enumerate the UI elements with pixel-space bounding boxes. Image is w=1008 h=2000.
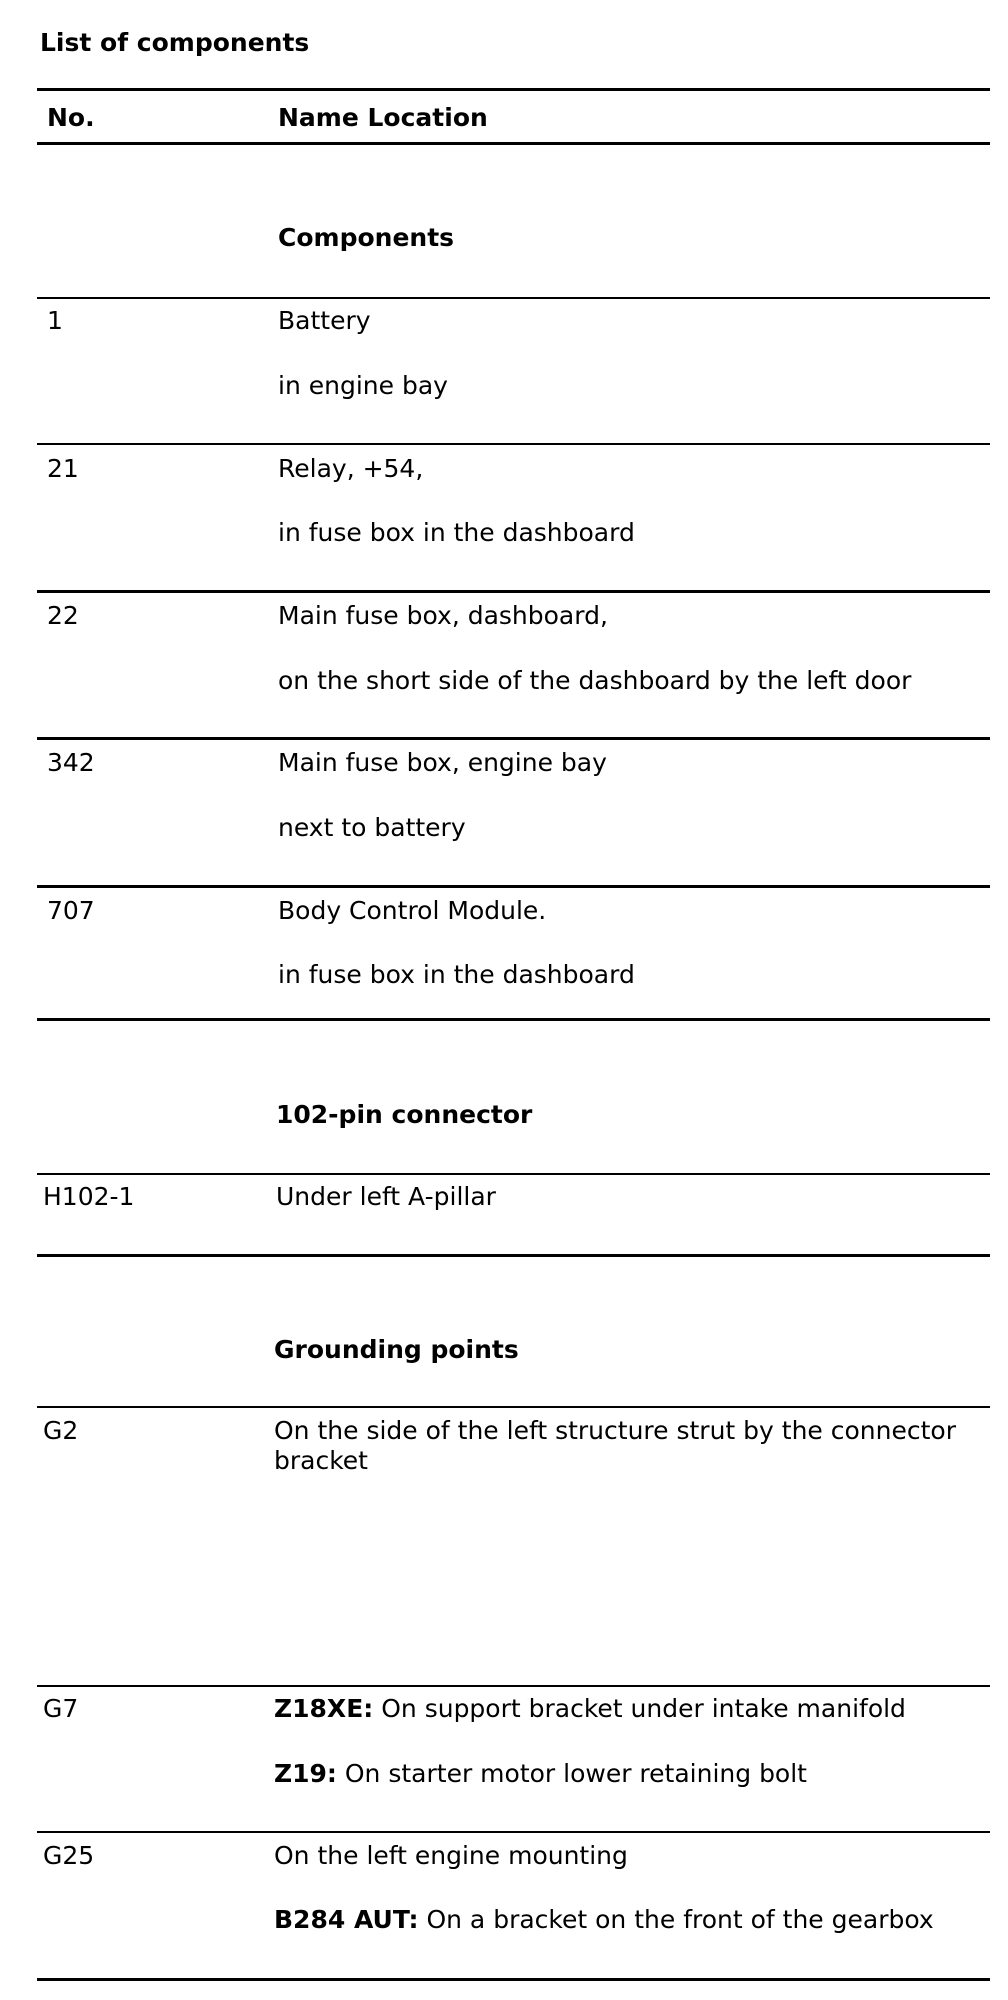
grounding-detail: On support bracket under intake manifold: [373, 1694, 906, 1723]
section-title-grounding: Grounding points: [274, 1335, 519, 1364]
component-location: in engine bay: [278, 371, 448, 400]
row-divider: [37, 885, 990, 888]
component-location: on the short side of the dashboard by the left door: [278, 666, 912, 695]
component-location: in fuse box in the dashboard: [278, 518, 635, 547]
grounding-location-line1: On the left engine mounting: [274, 1841, 628, 1870]
header-top-rule: [37, 88, 990, 91]
row-divider: [37, 1685, 990, 1687]
column-header-no: No.: [47, 103, 95, 132]
engine-code-label: B284 AUT:: [274, 1905, 419, 1934]
section-title-connector: 102-pin connector: [276, 1100, 533, 1129]
row-divider: [37, 737, 990, 740]
column-header-name-location: Name Location: [278, 103, 488, 132]
grounding-detail: On starter motor lower retaining bolt: [336, 1759, 807, 1788]
component-no: 342: [47, 748, 95, 777]
section-end-rule: [37, 1018, 990, 1021]
grounding-location: On the side of the left structure strut by the connector bracket: [274, 1416, 956, 1475]
header-bottom-rule: [37, 142, 990, 145]
page-title: List of components: [40, 28, 310, 57]
component-location: next to battery: [278, 813, 466, 842]
component-no: 1: [47, 306, 63, 335]
row-divider: [37, 1831, 990, 1833]
row-divider: [37, 443, 990, 445]
component-no: 707: [47, 896, 95, 925]
row-divider: [37, 590, 990, 593]
component-name: Body Control Module.: [278, 896, 547, 925]
grounding-location-line2: [274, 1905, 934, 1935]
component-location: in fuse box in the dashboard: [278, 960, 635, 989]
row-divider: [37, 1406, 990, 1408]
component-no: 21: [47, 454, 79, 483]
grounding-no: G7: [43, 1694, 79, 1723]
section-end-rule: [37, 1254, 990, 1257]
engine-code-label: Z19:: [274, 1759, 337, 1788]
connector-location: Under left A-pillar: [276, 1182, 496, 1211]
grounding-detail: On a bracket on the front of the gearbox: [418, 1905, 934, 1934]
component-name: Battery: [278, 306, 371, 335]
row-divider: [37, 1173, 990, 1175]
engine-code-label: Z18XE:: [274, 1694, 374, 1723]
grounding-location-line2: [274, 1759, 807, 1789]
section-title-components: Components: [278, 223, 455, 252]
grounding-location-line1: [274, 1694, 906, 1724]
grounding-no: G25: [43, 1841, 95, 1870]
grounding-no: G2: [43, 1416, 79, 1445]
component-name: Main fuse box, engine bay: [278, 748, 607, 777]
connector-no: H102-1: [43, 1182, 135, 1211]
table-end-rule: [37, 1978, 990, 1981]
component-name: Relay, +54,: [278, 454, 424, 483]
component-no: 22: [47, 601, 79, 630]
row-divider: [37, 297, 990, 299]
component-name: Main fuse box, dashboard,: [278, 601, 608, 630]
